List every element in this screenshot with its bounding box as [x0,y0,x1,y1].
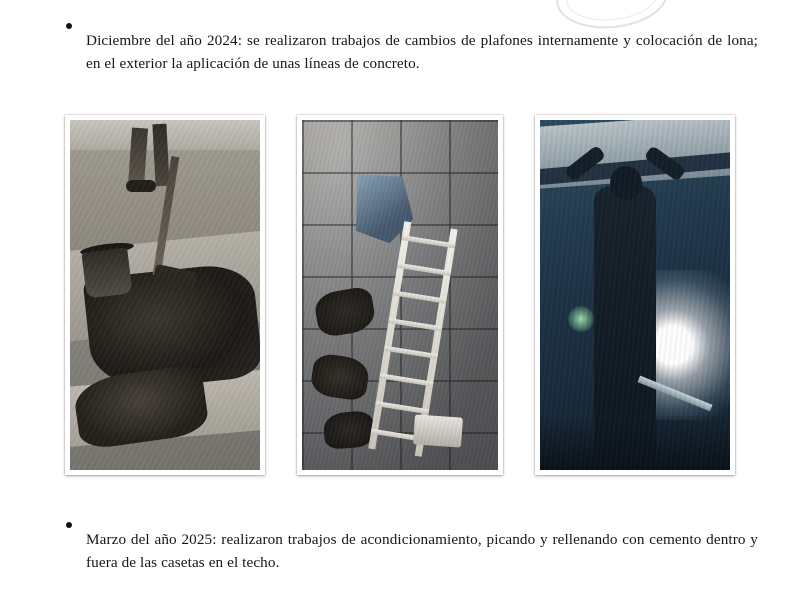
photo-worker-silhouette [540,120,730,470]
bullet-item-december-2024 [40,14,760,91]
bullet-marker-icon [66,23,72,29]
bullet-text-march-2025: Marzo del año 2025: realizaron trabajos de acondicionamiento, picando y rellenando con cemento dentro y fuera de las casetas en el techo. [86,530,758,571]
photo-frame-3 [535,115,735,475]
photo-row [40,115,760,475]
bullet-text-december-2024: Diciembre del año 2024: se realizaron trabajos de cambios de plafones internamente y colocación de lona; en el exterior la aplicación de unas líneas de concreto. [86,32,758,73]
bullet-item-march-2025 [40,513,760,590]
photo-roof-tiles-ladder [302,120,498,470]
bullet-marker-icon [66,522,72,528]
photo-frame-2 [297,115,503,475]
photo-frame-1 [65,115,265,475]
photo-concrete-pour [70,120,260,470]
